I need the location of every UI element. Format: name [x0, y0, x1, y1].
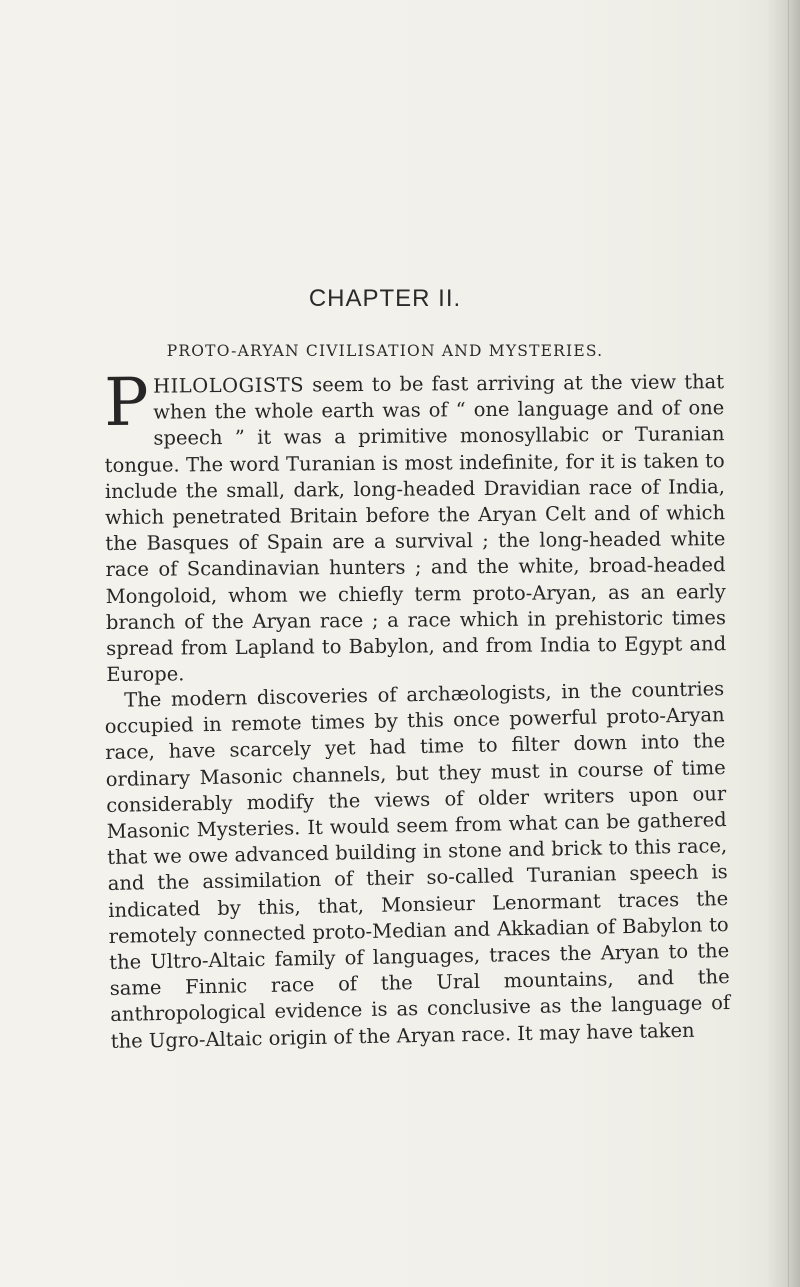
page-edge-line: [788, 0, 789, 1287]
paragraph-2: The modern discoveries of archæologists, in the countries occupied in remote times by this once powerful proto-Aryan race, have scarcely yet had time to filter down into the ordinary Masonic channels, but they must in course of time considerably modify the views of older writers upon our Masonic Mysteries. It would seem from what can be gathered that we owe advanced building in stone and brick to this race, and the assimilation of their so-called Turanian speech is indicated by this, that, Monsieur Lenormant traces the remotely connected proto-Median and Akkadian of Babylon to the Ultro-Altaic family of languages, traces the Aryan to the same Finnic race of the Ural mountains, and the anthropological evidence is as conclusive as the language of the Ugro-Altaic origin of the Aryan race. It may have taken: [104, 677, 731, 1054]
chapter-title: PROTO-ARYAN CIVILISATION AND MYSTERIES.: [166, 342, 604, 360]
body-text: [103, 363, 731, 1055]
paragraph-1-text: seem to be fast arriving at the view that when the whole earth was of “ one language and of one speech ” it was a primitive monosyllabic or Turanian tongue. The word Turanian is most indefinite, for it is taken to include the small, dark, long-headed Dravidian race of India, which penetrated Britain before the Aryan Celt and of which the Basques of Spain are a survival ; the long-headed white race of Scandinavian hunters ; and the white, broad-headed Mongoloid, whom we chiefly term proto-Aryan, as an early branch of the Aryan race ; a race which in prehistoric times spread from Lapland to Babylon, and from India to Egypt and Europe.: [104, 370, 727, 687]
page-edge-shadow: [766, 0, 800, 1287]
paragraph-1-lead: PHILOLOGISTS: [103, 363, 305, 441]
chapter-heading: CHAPTER II.: [308, 285, 462, 312]
paragraph-1: [103, 363, 727, 688]
